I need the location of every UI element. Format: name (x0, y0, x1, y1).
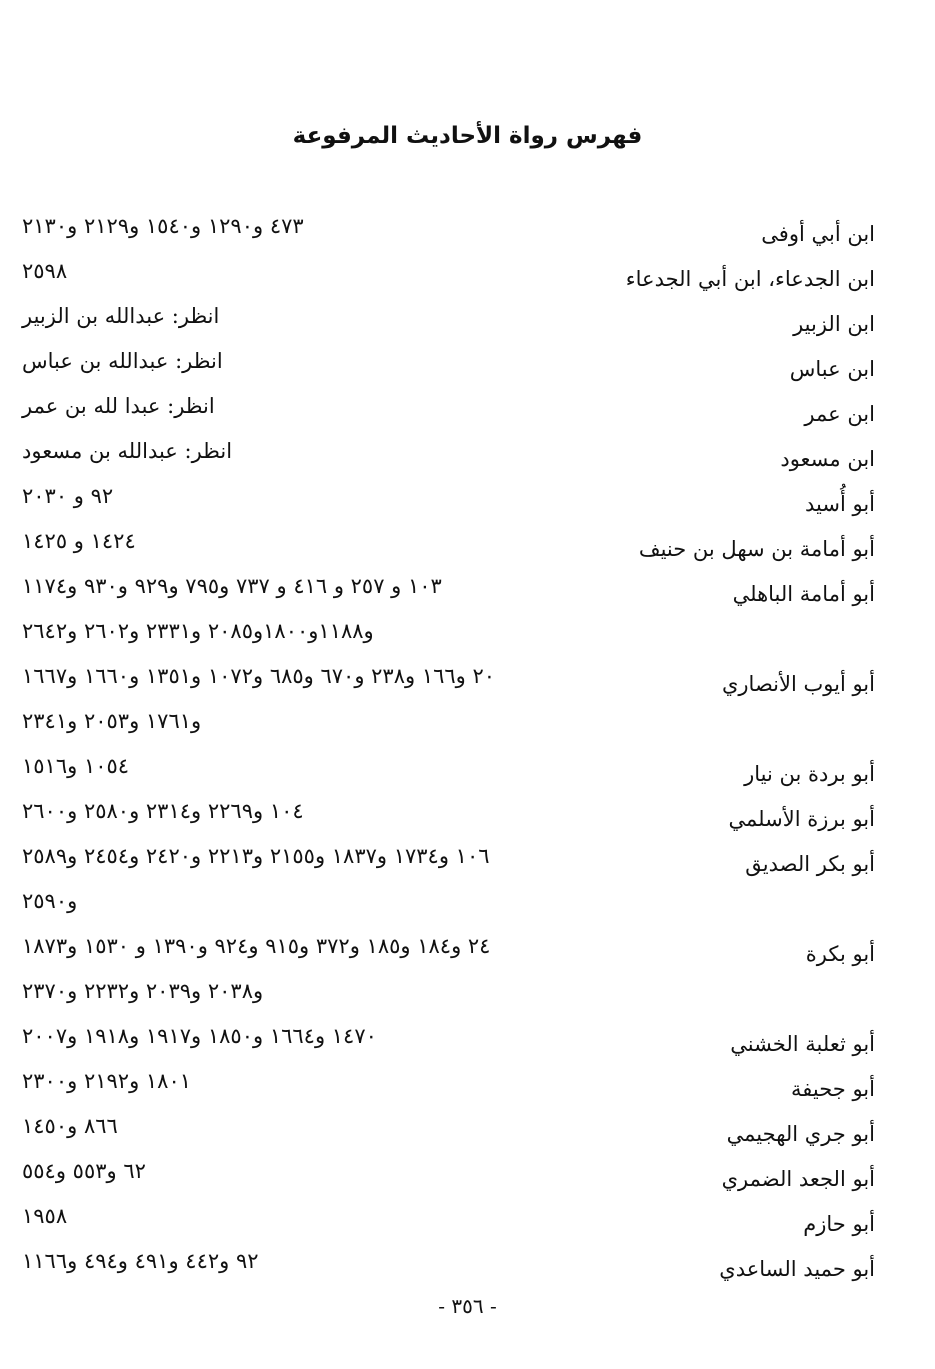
narrator-name: أبو جحيفة (791, 1077, 875, 1101)
index-entry (0, 799, 935, 844)
hadith-references: ١٨٠١ و٢١٩٢ و٢٣٠٠ (22, 1069, 192, 1093)
index-entry (0, 1159, 935, 1204)
hadith-references: و١١٨٨و١٨٠٠و٢٠٨٥ و٢٣٣١ و٢٦٠٢ و٢٦٤٢ (22, 619, 374, 643)
hadith-references: انظر: عبدا لله بن عمر (22, 394, 215, 418)
hadith-references: و٢٥٩٠ (22, 889, 78, 913)
hadith-references: ١٤٧٠ و١٦٦٤ و١٨٥٠ و١٩١٧ و١٩١٨ و٢٠٠٧ (22, 1024, 377, 1048)
page-number: - ٣٥٦ - (438, 1294, 497, 1318)
narrator-name: أبو أمامة الباهلي (732, 582, 875, 606)
index-entry (0, 304, 935, 349)
hadith-references: ١٩٥٨ (22, 1204, 68, 1228)
narrator-name: أبو حميد الساعدي (719, 1257, 875, 1281)
narrator-name: ابن عباس (789, 357, 875, 381)
hadith-references: ١٠٦ و١٧٣٤ و١٨٣٧ و٢١٥٥ و٢٢١٣ و٢٤٢٠ و٢٤٥٤ و٢٥٨٩ (22, 844, 490, 868)
index-entry (0, 1024, 935, 1069)
narrator-index-list (0, 214, 935, 1294)
index-entry (0, 934, 935, 979)
index-entry (0, 844, 935, 889)
index-entry (0, 349, 935, 394)
index-entry (0, 484, 935, 529)
hadith-references: و٢٠٣٨ و٢٠٣٩ و٢٢٣٢ و٢٣٧٠ (22, 979, 264, 1003)
narrator-name: أبو جري الهجيمي (726, 1122, 875, 1146)
narrator-name: أبو برزة الأسلمي (728, 807, 875, 831)
page-title: فهرس رواة الأحاديث المرفوعة (292, 123, 643, 149)
index-entry (0, 1249, 935, 1294)
narrator-name: ابن أبي أوفى (761, 222, 875, 246)
hadith-references: انظر: عبدالله بن عباس (22, 349, 223, 373)
index-entry-continuation (0, 889, 935, 934)
index-entry (0, 1114, 935, 1159)
narrator-name: ابن الزبير (793, 312, 875, 336)
index-entry (0, 664, 935, 709)
hadith-references: ١٤٢٤ و ١٤٢٥ (22, 529, 136, 553)
index-entry (0, 574, 935, 619)
hadith-references: ٤٧٣ و١٢٩٠ و١٥٤٠ و٢١٢٩ و٢١٣٠ (22, 214, 304, 238)
index-entry (0, 394, 935, 439)
narrator-name: ابن مسعود (780, 447, 875, 471)
hadith-references: انظر: عبدالله بن الزبير (22, 304, 220, 328)
hadith-references: و١٧٦١ و٢٠٥٣ و٢٣٤١ (22, 709, 202, 733)
index-entry (0, 529, 935, 574)
narrator-name: أبو أيوب الأنصاري (721, 672, 875, 696)
narrator-name: ابن الجدعاء، ابن أبي الجدعاء (625, 267, 875, 291)
hadith-references: ١٠٤ و٢٢٦٩ و٢٣١٤ و٢٥٨٠ و٢٦٠٠ (22, 799, 304, 823)
index-entry (0, 1069, 935, 1114)
index-entry-continuation (0, 619, 935, 664)
narrator-name: أبو حازم (803, 1212, 875, 1236)
narrator-name: أبو بكرة (805, 942, 875, 966)
hadith-references: ٩٢ و ٢٠٣٠ (22, 484, 114, 508)
hadith-references: ٩٢ و٤٤٢ و٤٩١ و٤٩٤ و١١٦٦ (22, 1249, 259, 1273)
hadith-references: ٦٢ و٥٥٣ و٥٥٤ (22, 1159, 146, 1183)
hadith-references: ٢٠ و١٦٦ و٢٣٨ و٦٧٠ و٦٨٥ و١٠٧٢ و١٣٥١ و١٦٦٠ و١٦٦٧ (22, 664, 496, 688)
narrator-name: أبو أمامة بن سهل بن حنيف (638, 537, 875, 561)
hadith-references: ٨٦٦ و١٤٥٠ (22, 1114, 118, 1138)
narrator-name: أبو بردة بن نيار (744, 762, 875, 786)
hadith-references: انظر: عبدالله بن مسعود (22, 439, 233, 463)
narrator-name: ابن عمر (804, 402, 875, 426)
index-entry-continuation (0, 709, 935, 754)
index-entry (0, 1204, 935, 1249)
hadith-references: ١٠٥٤ و١٥١٦ (22, 754, 130, 778)
hadith-references: ٢٥٩٨ (22, 259, 68, 283)
index-entry (0, 754, 935, 799)
narrator-name: أبو ثعلبة الخشني (730, 1032, 875, 1056)
index-entry (0, 214, 935, 259)
index-entry-continuation (0, 979, 935, 1024)
index-entry (0, 439, 935, 484)
narrator-name: أبو أُسيد (805, 492, 875, 516)
index-entry (0, 259, 935, 304)
hadith-references: ١٠٣ و ٢٥٧ و ٤١٦ و ٧٣٧ و٧٩٥ و٩٢٩ و٩٣٠ و١١٧٤ (22, 574, 442, 598)
narrator-name: أبو الجعد الضمري (721, 1167, 875, 1191)
narrator-name: أبو بكر الصديق (745, 852, 875, 876)
hadith-references: ٢٤ و١٨٤ و١٨٥ و٣٧٢ و٩١٥ و٩٢٤ و١٣٩٠ و ١٥٣٠ و١٨٧٣ (22, 934, 491, 958)
